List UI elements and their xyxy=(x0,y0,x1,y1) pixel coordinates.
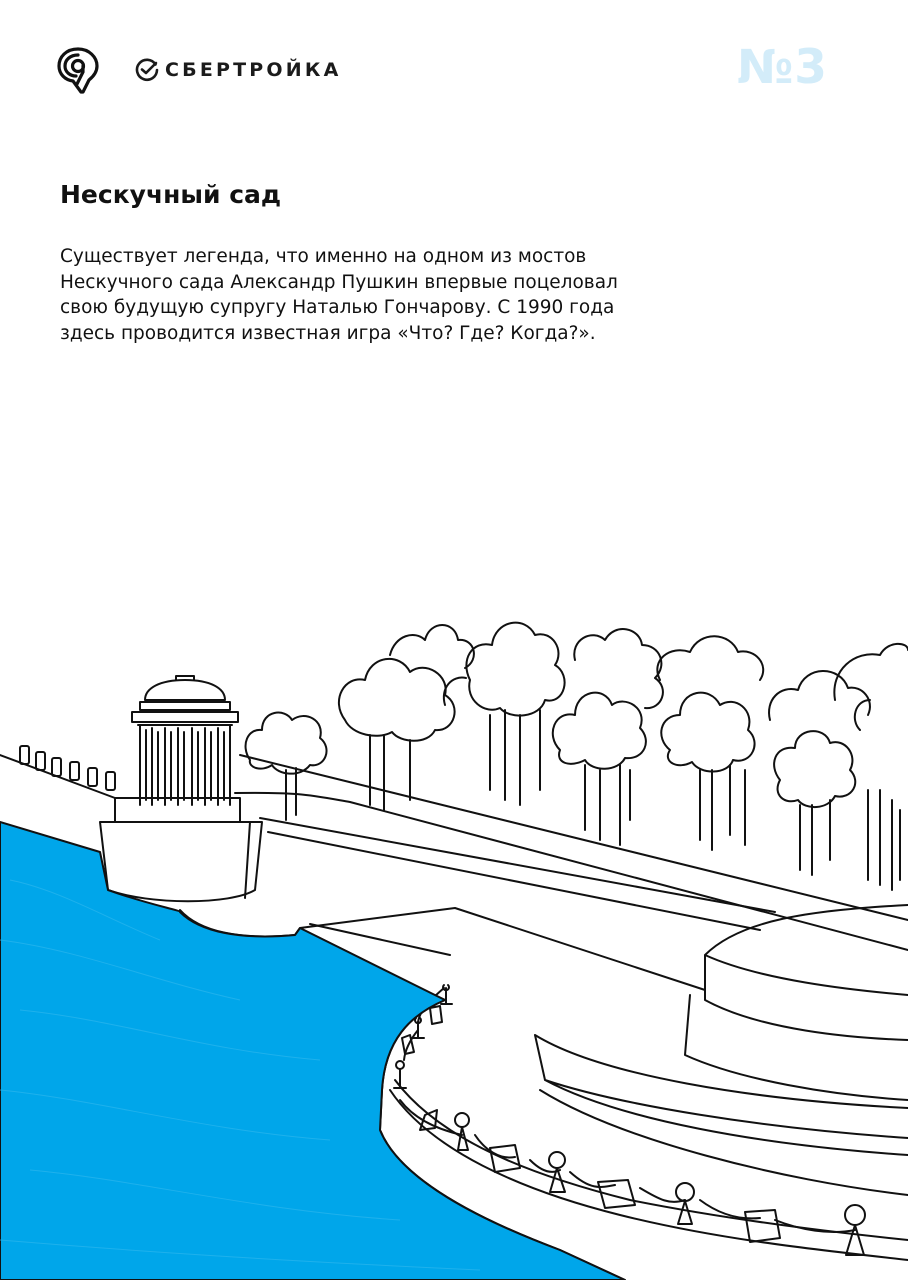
trees-illustration xyxy=(246,623,908,890)
article-description: Существует легенда, что именно на одном из мостов Нескучного сада Александр Пушкин впервые поцеловал свою будущую супругу Наталью Гончарову. С 1990 года здесь проводится известная игра «Что? Где? Когда?». xyxy=(60,246,618,344)
rotunda-pavilion-illustration xyxy=(100,676,262,901)
brand-logo xyxy=(135,58,342,82)
page-title: Нескучный сад xyxy=(60,180,282,209)
neskuchny-garden-illustration xyxy=(0,560,908,1280)
brand-name: СБЕРТРОЙКА xyxy=(165,59,342,81)
location-pin-logo-icon xyxy=(56,46,100,94)
sber-check-circle-icon xyxy=(135,58,159,82)
issue-number: №3 xyxy=(736,40,828,95)
